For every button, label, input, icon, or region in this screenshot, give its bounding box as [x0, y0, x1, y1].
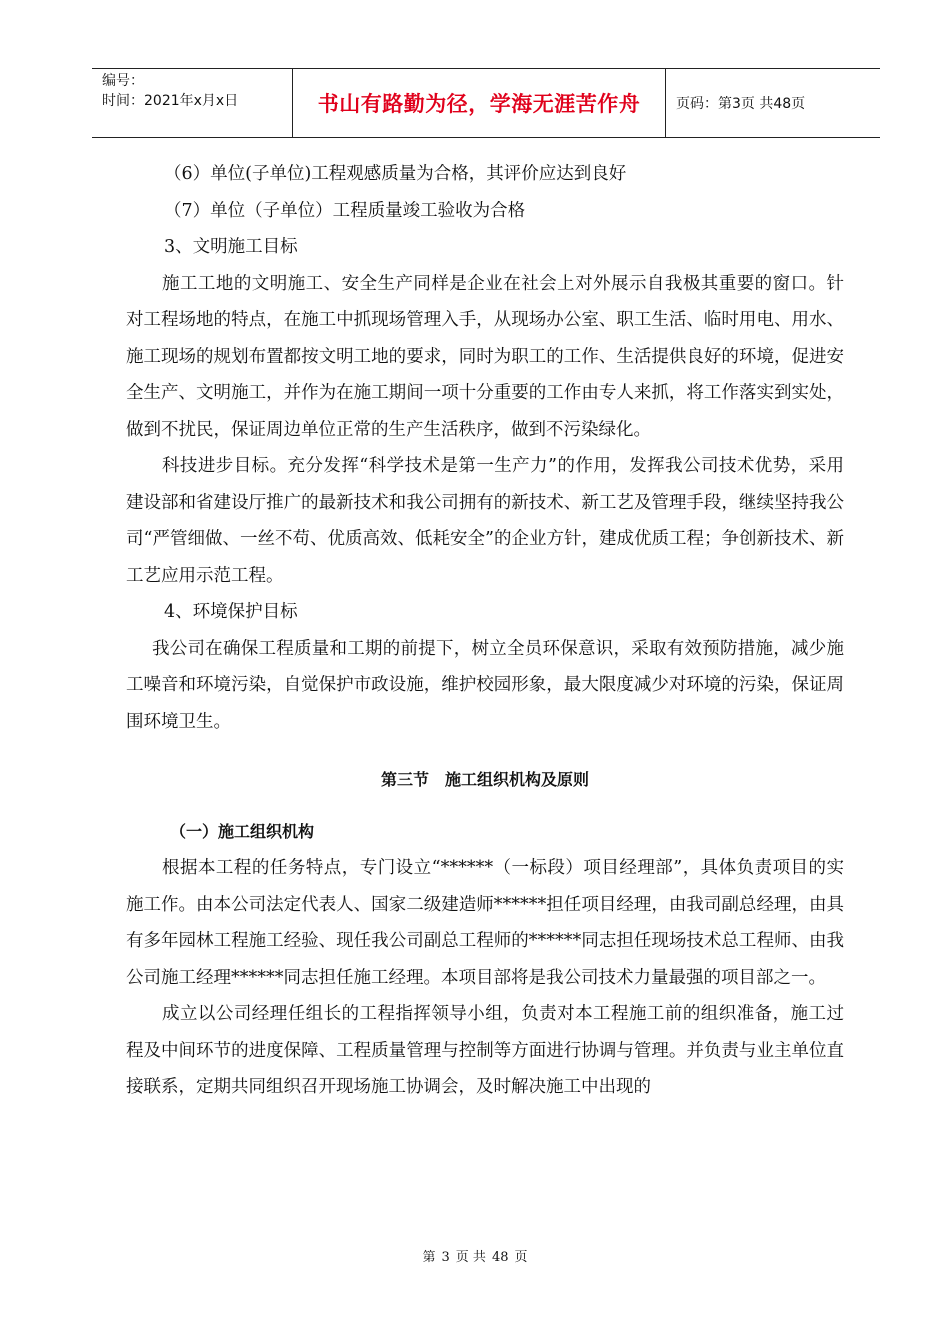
header-page-label: 页码：第3页 共48页	[676, 96, 806, 112]
paragraph-item-6: （6）单位(子单位)工程观感质量为合格，其评价应达到良好	[164, 164, 627, 184]
header-motto: 书山有路勤为径，学海无涯苦作舟	[293, 69, 666, 137]
header-meta	[92, 69, 293, 137]
heading-environment-protection: 4、环境保护目标	[164, 602, 298, 622]
header-time-label: 时间：2021年x月x日	[102, 93, 239, 109]
section-title: 第三节 施工组织机构及原则	[380, 770, 589, 789]
page-footer	[0, 1246, 950, 1265]
subsection-title: （一）施工组织机构	[170, 822, 315, 841]
footer-total-pages: 48	[491, 1250, 509, 1265]
page-header	[92, 68, 880, 138]
paragraph-tech-progress: 科技进步目标。充分发挥“科学技术是第一生产力”的作用，发挥我公司技术优势，采用建设部和省建设厅推广的最新技术和我公司拥有的新技术、新工艺及管理手段，继续坚持我公司“严管细做、一丝不苟、优质高效、低耗安全”的企业方针，建成优质工程；争创新技术、新工艺应用示范工程。	[126, 456, 844, 586]
paragraph-civilized-construction: 施工工地的文明施工、安全生产同样是企业在社会上对外展示自我极其重要的窗口。针对工程场地的特点，在施工中抓现场管理入手，从现场办公室、职工生活、临时用电、用水、施工现场的规划布置都按文明工地的要求，同时为职工的工作、生活提供良好的环境，促进安全生产、文明施工，并作为在施工期间一项十分重要的工作由专人来抓，将工作落实到实处，做到不扰民，保证周边单位正常的生产生活秩序，做到不污染绿化。	[126, 273, 844, 440]
footer-page-number: 3	[441, 1250, 450, 1265]
footer-mid: 页 共	[455, 1250, 486, 1265]
footer-prefix: 第	[422, 1250, 436, 1265]
paragraph-environment-protection: 我公司在确保工程质量和工期的前提下，树立全员环保意识，采取有效预防措施，减少施工噪音和环境污染，自觉保护市政设施，维护校园形象，最大限度减少对环境的污染，保证周围环境卫生。	[126, 638, 844, 732]
paragraph-item-7: （7）单位（子单位）工程质量竣工验收为合格	[164, 200, 526, 221]
footer-suffix: 页	[514, 1250, 528, 1265]
heading-civilized-construction: 3、文明施工目标	[164, 237, 298, 257]
paragraph-leadership-group: 成立以公司经理任组长的工程指挥领导小组，负责对本工程施工前的组织准备，施工过程及中间环节的进度保障、工程质量管理与控制等方面进行协调与管理。并负责与业主单位直接联系，定期共同组织召开现场施工协调会，及时解决施工中出现的	[126, 1004, 844, 1097]
paragraph-org-structure: 根据本工程的任务特点，专门设立“******（一标段）项目经理部”，具体负责项目的实施工作。由本公司法定代表人、国家二级建造师******担任项目经理，由我司副总经理，由具有多年园林工程施工经验、现任我公司副总工程师的******同志担任现场技术总工程师、由我公司施工经理******同志担任施工经理。本项目部将是我公司技术力量最强的项目部之一。	[126, 858, 844, 988]
document-body	[126, 156, 844, 1106]
header-number-label: 编号：	[102, 73, 144, 89]
